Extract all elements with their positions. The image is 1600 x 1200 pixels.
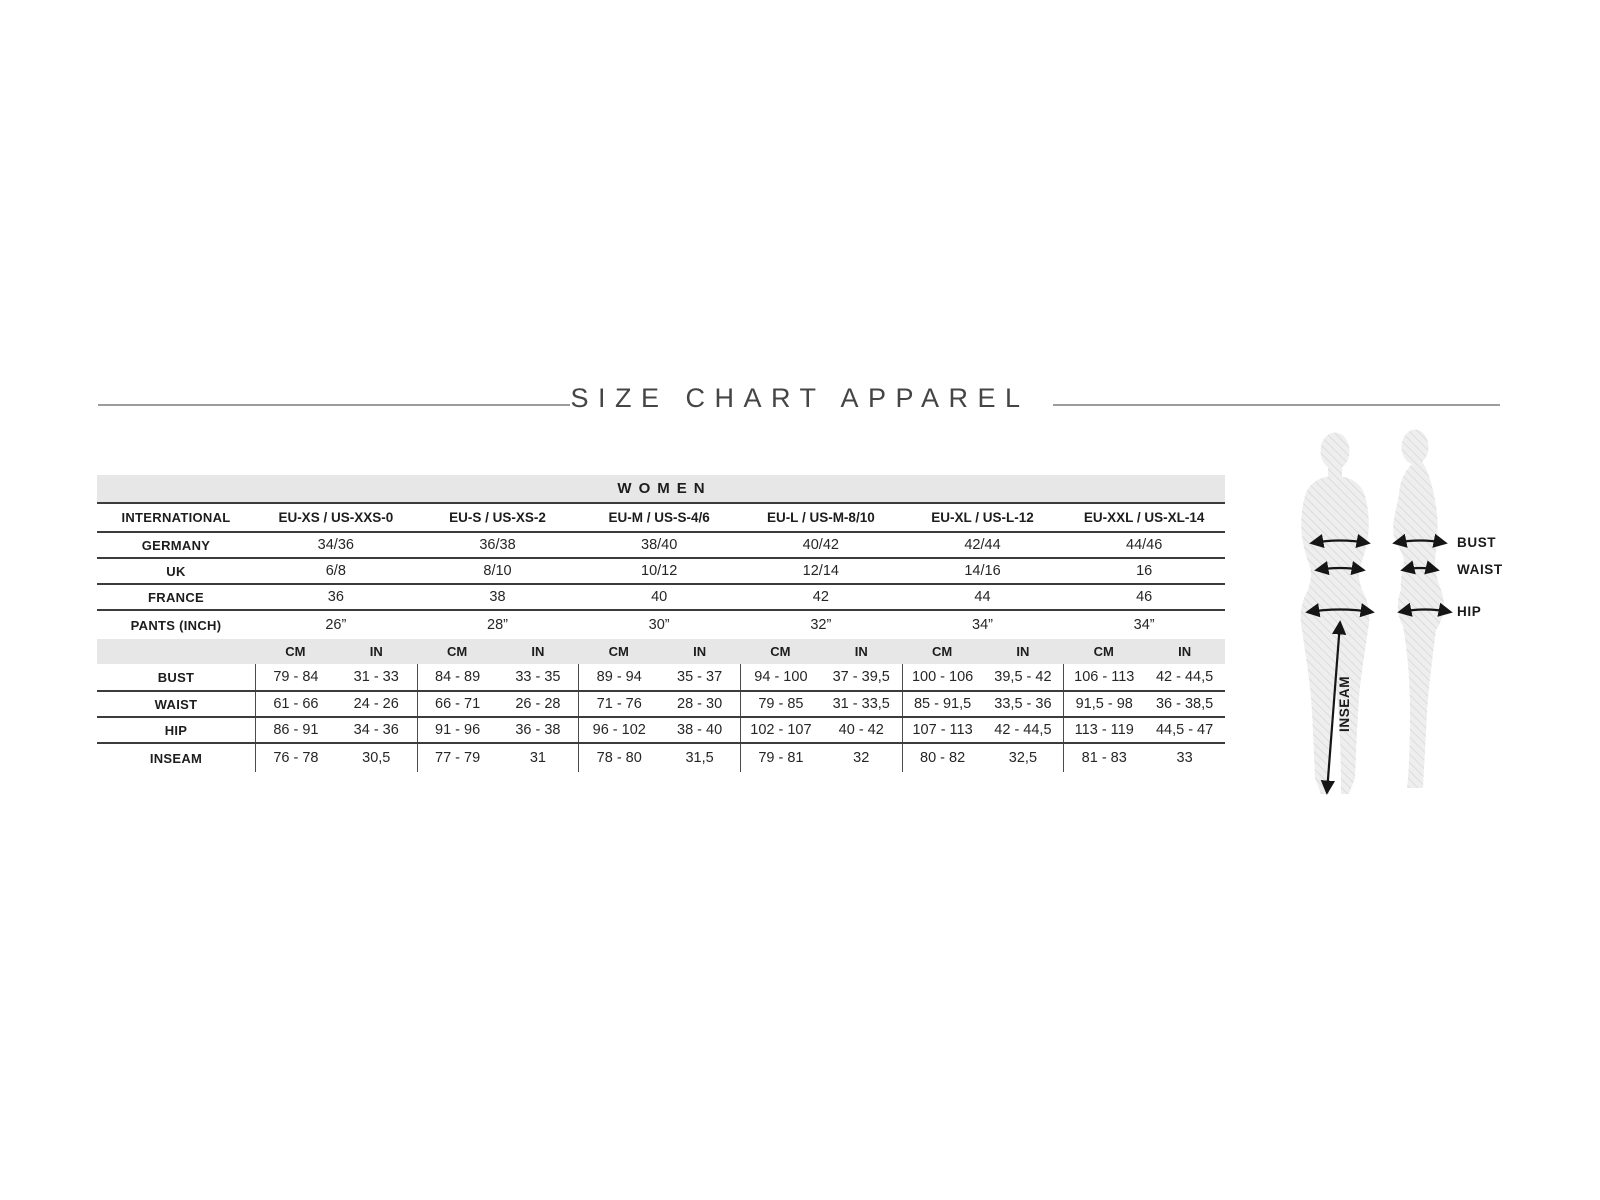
size-cell: 42/44 — [964, 537, 1001, 553]
size-cell: 8/10 — [483, 563, 512, 579]
size-cell: 6/8 — [325, 563, 346, 579]
size-cell: 14/16 — [964, 563, 1001, 579]
measurement-cell-in: 35 - 37 — [677, 669, 723, 685]
measurement-cell-cm: 76 - 78 — [255, 744, 336, 772]
measurement-cell-cm: 107 - 113 — [902, 718, 983, 742]
measurement-cell-cm: 94 - 100 — [740, 664, 821, 690]
size-cell: 40 — [651, 589, 668, 605]
unit-header-cm: CM — [931, 644, 953, 659]
row-label: INSEAM — [149, 750, 203, 766]
measurement-cell-cm: 84 - 89 — [417, 664, 498, 690]
measurement-cell-cm: 79 - 85 — [740, 692, 821, 716]
measurement-cell-in: 26 - 28 — [515, 696, 561, 712]
size-cell: 34” — [1133, 617, 1155, 633]
measurement-cell-cm: 79 - 81 — [740, 744, 821, 772]
measurement-cell-cm: 66 - 71 — [417, 692, 498, 716]
size-column-header: EU-XL / US-L-12 — [931, 510, 1034, 525]
unit-header-cm: CM — [1093, 644, 1114, 659]
size-row-uk — [97, 559, 1225, 585]
size-cell: 16 — [1136, 563, 1153, 579]
row-label: INTERNATIONAL — [121, 510, 231, 525]
measurement-cell-in: 44,5 - 47 — [1155, 722, 1214, 738]
measurement-cell-in: 31 - 33,5 — [832, 696, 890, 712]
measurement-cell-in: 33 — [1176, 750, 1193, 766]
size-cell: 34/36 — [317, 537, 354, 553]
size-cell: 28” — [487, 617, 508, 633]
measurement-figure — [1253, 420, 1515, 805]
size-cell: 36/38 — [479, 537, 516, 553]
title-rule-right — [1053, 404, 1500, 406]
unit-row-spacer — [97, 639, 255, 664]
unit-header-in: IN — [693, 644, 707, 659]
size-row-international — [97, 504, 1225, 533]
size-cell: 38/40 — [641, 537, 678, 553]
size-cell: 44 — [974, 589, 991, 605]
measurement-cell-in: 28 - 30 — [677, 696, 723, 712]
figure-label-inseam: INSEAM — [1337, 675, 1352, 732]
measurement-cell-cm: 71 - 76 — [578, 692, 659, 716]
unit-header-in: IN — [854, 644, 868, 659]
measurement-row-inseam — [97, 744, 1225, 772]
measurement-cell-cm: 89 - 94 — [578, 664, 659, 690]
measurement-cell-cm: 106 - 113 — [1063, 664, 1144, 690]
figure-label-waist: WAIST — [1457, 562, 1503, 577]
measurement-cell-in: 40 - 42 — [838, 722, 884, 738]
unit-header-in: IN — [1016, 644, 1030, 659]
measurement-cell-in: 36 - 38,5 — [1155, 696, 1214, 712]
measurement-cell-cm: 86 - 91 — [255, 718, 336, 742]
measurement-cell-cm: 81 - 83 — [1063, 744, 1144, 772]
measurement-row-waist — [97, 692, 1225, 718]
size-row-germany — [97, 533, 1225, 559]
measurement-cell-cm: 91,5 - 98 — [1063, 692, 1144, 716]
row-label: HIP — [164, 722, 188, 738]
size-row-france — [97, 585, 1225, 611]
size-cell: 38 — [489, 589, 506, 605]
measurement-cell-cm: 80 - 82 — [902, 744, 983, 772]
measurement-cell-in: 32,5 — [1008, 750, 1038, 766]
measurement-cell-cm: 77 - 79 — [417, 744, 498, 772]
measurement-cell-cm: 102 - 107 — [740, 718, 821, 742]
measurement-cell-in: 39,5 - 42 — [994, 669, 1052, 685]
page-title: SIZE CHART APPAREL — [570, 383, 1030, 413]
measurement-cell-in: 34 - 36 — [353, 722, 399, 738]
size-column-header: EU-M / US-S-4/6 — [608, 510, 710, 525]
unit-header-in: IN — [369, 644, 383, 659]
size-row-pants-inch — [97, 611, 1225, 639]
measurement-cell-in: 30,5 — [362, 750, 391, 766]
size-column-header: EU-S / US-XS-2 — [449, 510, 546, 525]
measurement-cell-cm: 79 - 84 — [255, 664, 336, 690]
women-size-table — [97, 475, 1225, 772]
row-label: PANTS (INCH) — [130, 617, 222, 633]
unit-header-in: IN — [531, 644, 545, 659]
measurement-cell-in: 33,5 - 36 — [994, 696, 1052, 712]
size-cell: 34” — [972, 617, 993, 633]
size-cell: 12/14 — [802, 563, 839, 579]
measurement-row-hip — [97, 718, 1225, 744]
size-cell: 42 — [812, 589, 829, 605]
size-cell: 36 — [327, 589, 344, 605]
table-group-header: WOMEN — [97, 475, 1225, 504]
unit-header-in: IN — [1178, 644, 1192, 659]
measurement-cell-in: 42 - 44,5 — [1155, 669, 1214, 685]
row-label: WAIST — [154, 696, 198, 712]
size-cell: 40/42 — [802, 537, 839, 553]
measurement-cell-in: 31 - 33 — [353, 669, 399, 685]
size-column-header: EU-L / US-M-8/10 — [766, 510, 875, 525]
size-cell: 10/12 — [641, 563, 678, 579]
size-cell: 26” — [325, 617, 347, 633]
unit-header-row — [97, 639, 1225, 664]
size-cell: 44/46 — [1126, 537, 1163, 553]
measurement-cell-cm: 100 - 106 — [902, 664, 983, 690]
size-column-header: EU-XXL / US-XL-14 — [1083, 510, 1205, 525]
row-label: UK — [166, 563, 186, 579]
measurement-cell-in: 24 - 26 — [353, 696, 399, 712]
measurement-cell-cm: 113 - 119 — [1063, 718, 1144, 742]
unit-header-cm: CM — [770, 644, 791, 659]
size-cell: 46 — [1136, 589, 1153, 605]
measurement-cell-in: 38 - 40 — [677, 722, 723, 738]
size-cell: 32” — [810, 617, 832, 633]
front-silhouette — [1301, 433, 1370, 795]
unit-header-cm: CM — [285, 644, 306, 659]
measurement-cell-in: 31 — [529, 750, 546, 766]
size-cell: 30” — [648, 617, 670, 633]
measurement-cell-cm: 85 - 91,5 — [902, 692, 983, 716]
measurement-cell-cm: 61 - 66 — [255, 692, 336, 716]
measurement-cell-in: 36 - 38 — [515, 722, 561, 738]
measurement-cell-in: 42 - 44,5 — [994, 722, 1052, 738]
measurement-cell-in: 31,5 — [685, 750, 714, 766]
row-label: FRANCE — [148, 589, 204, 605]
row-label: GERMANY — [141, 537, 211, 553]
size-column-header: EU-XS / US-XXS-0 — [278, 510, 394, 525]
unit-header-cm: CM — [608, 644, 629, 659]
unit-header-cm: CM — [446, 644, 468, 659]
measurement-cell-cm: 78 - 80 — [578, 744, 659, 772]
measurement-cell-cm: 91 - 96 — [417, 718, 498, 742]
figure-label-bust: BUST — [1457, 535, 1497, 550]
figure-label-hip: HIP — [1457, 604, 1482, 619]
measurement-row-bust — [97, 664, 1225, 692]
row-label: BUST — [157, 669, 195, 685]
measurement-cell-cm: 96 - 102 — [578, 718, 659, 742]
measurement-cell-in: 37 - 39,5 — [832, 669, 890, 685]
measurement-cell-in: 33 - 35 — [515, 669, 561, 685]
measurement-cell-in: 32 — [853, 750, 870, 766]
